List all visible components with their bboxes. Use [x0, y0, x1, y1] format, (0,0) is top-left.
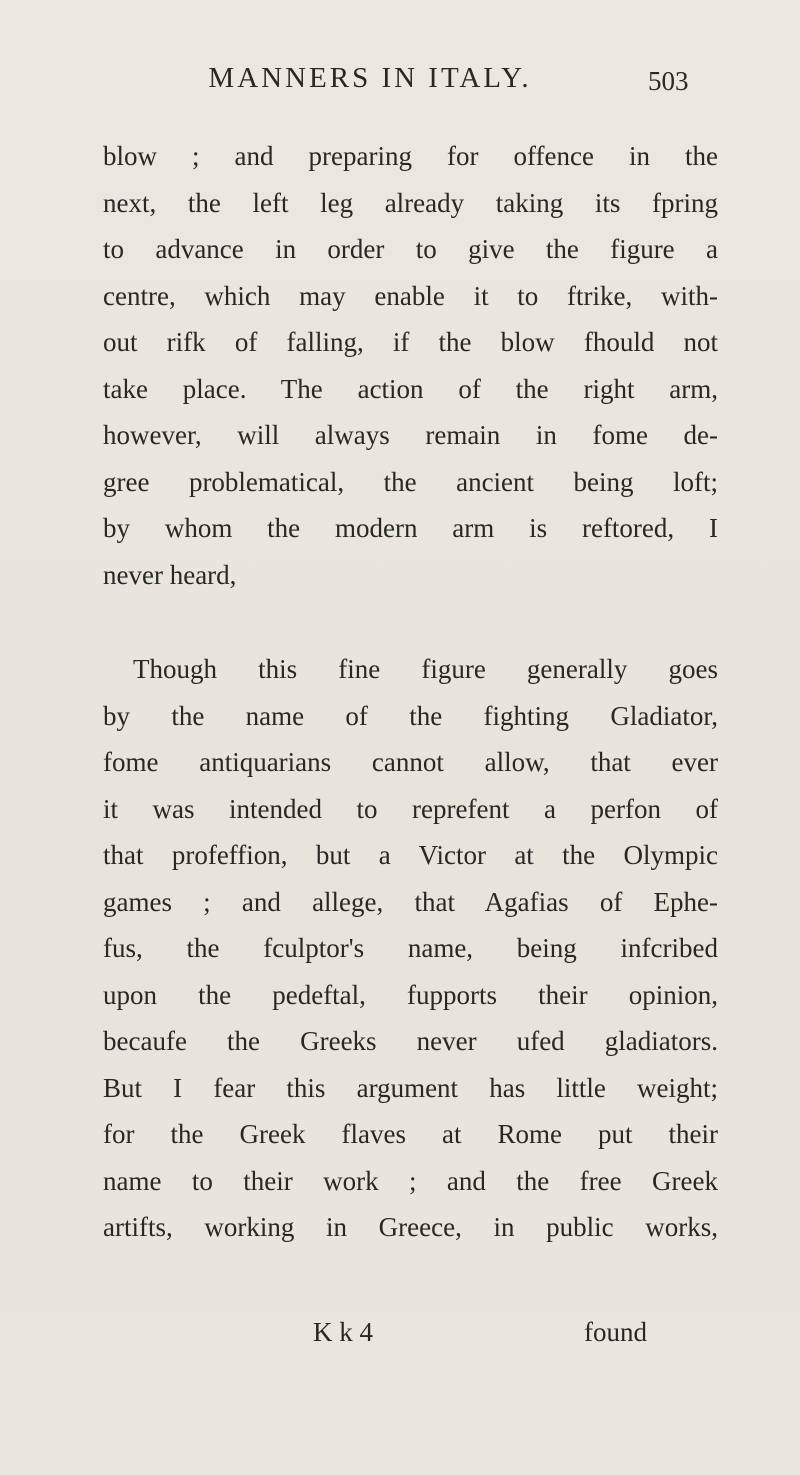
- text-line: But I fear this argument has little weight;: [103, 1072, 718, 1103]
- text-line: next, the left leg already taking its fpring: [103, 187, 718, 218]
- text-line: take place. The action of the right arm,: [103, 373, 718, 404]
- text-line: out rifk of falling, if the blow fhould not: [103, 327, 718, 357]
- paragraph-1: [103, 133, 718, 598]
- text-line: gree problematical, the ancient being loft;: [103, 466, 718, 497]
- text-line: games ; and allege, that Agafias of Ephe-: [103, 886, 718, 917]
- text-line: centre, which may enable it to ftrike, with-: [103, 280, 718, 311]
- page-footer: [0, 1309, 800, 1355]
- page-number: 503: [648, 66, 689, 96]
- text-line: by the name of the fighting Gladiator,: [103, 700, 718, 731]
- catchword: found: [584, 1317, 647, 1347]
- text-line: never heard,: [103, 559, 237, 590]
- text-line: by whom the modern arm is reftored, I: [103, 513, 718, 543]
- signature-mark: K k 4: [313, 1317, 373, 1347]
- text-line: becaufe the Greeks never ufed gladiators.: [103, 1026, 718, 1056]
- text-line: that profeffion, but a Victor at the Olympic: [103, 840, 718, 870]
- paragraph-2: [103, 646, 718, 1251]
- text-line: artifts, working in Greece, in public works,: [103, 1212, 718, 1242]
- text-line: to advance in order to give the figure a: [103, 234, 718, 264]
- running-title: MANNERS IN ITALY.: [208, 62, 532, 94]
- text-line: for the Greek flaves at Rome put their: [103, 1119, 718, 1149]
- text-line: upon the pedeftal, fupports their opinion,: [103, 979, 718, 1010]
- text-line: blow ; and preparing for offence in the: [103, 141, 718, 171]
- text-line: fus, the fculptor's name, being infcribed: [103, 933, 718, 963]
- text-line: it was intended to reprefent a perfon of: [103, 793, 718, 824]
- text-line: however, will always remain in fome de-: [103, 420, 718, 450]
- text-line: Though this fine figure generally goes: [133, 654, 718, 684]
- text-line: name to their work ; and the free Greek: [103, 1165, 718, 1196]
- text-line: fome antiquarians cannot allow, that ever: [103, 747, 718, 777]
